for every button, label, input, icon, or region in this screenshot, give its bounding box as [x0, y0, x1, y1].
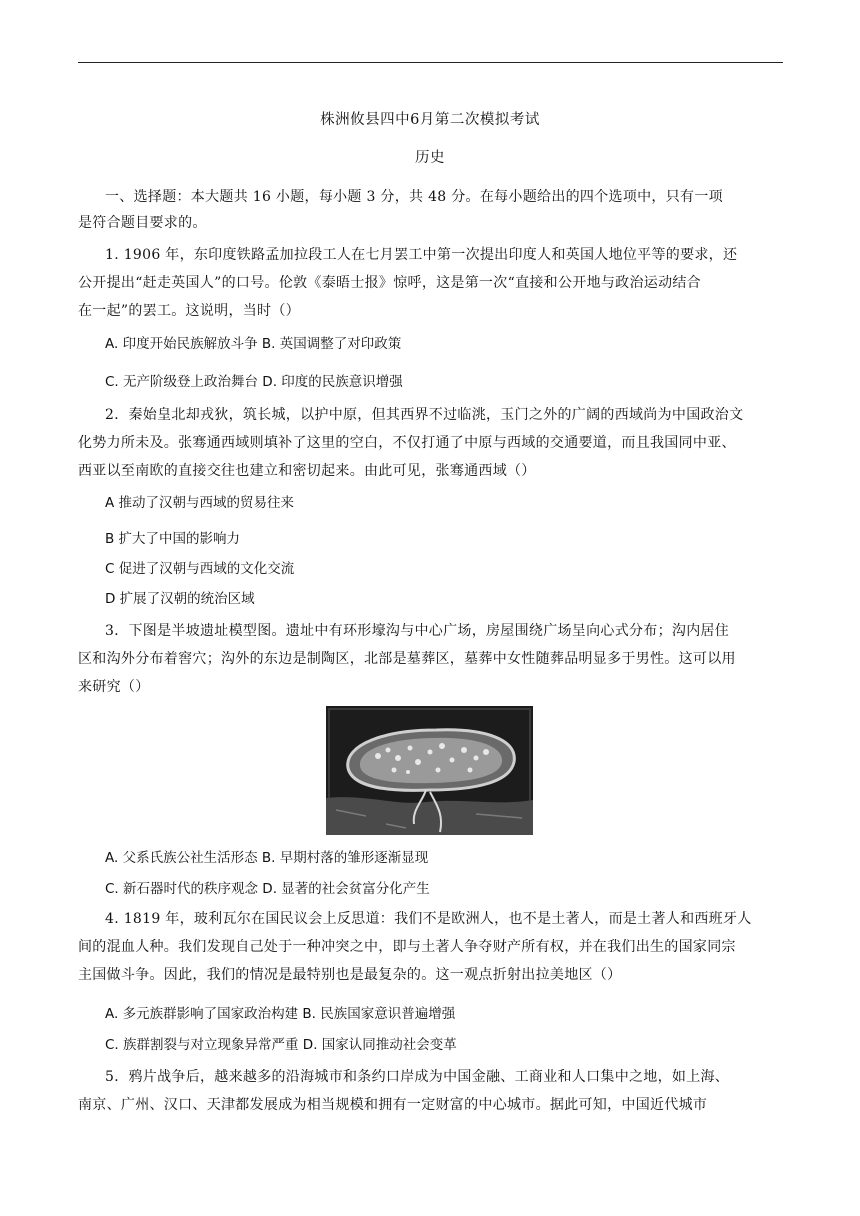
- question-4-option[interactable]: C. 族群割裂与对立现象异常严重 D. 国家认同推动社会变革: [105, 1037, 457, 1053]
- question-2-line: 化势力所未及。张骞通西域则填补了这里的空白，不仅打通了中原与西域的交通要道，而且我国同中亚、: [78, 435, 736, 451]
- banpo-site-model-photo: [326, 706, 533, 835]
- question-2-option[interactable]: D 扩展了汉朝的统治区域: [105, 591, 255, 607]
- question-5-line: 南京、广州、汉口、天津都发展成为相当规模和拥有一定财富的中心城市。据此可知，中国近代城市: [78, 1097, 708, 1113]
- section-instruction-line: 一、选择题：本大题共 16 小题，每小题 3 分，共 48 分。在每小题给出的四个选项中，只有一项: [105, 189, 723, 205]
- question-3-option[interactable]: C. 新石器时代的秩序观念 D. 显著的社会贫富分化产生: [105, 881, 430, 897]
- top-rule: [78, 62, 783, 63]
- page-title: 株洲攸县四中6月第二次模拟考试: [320, 112, 540, 128]
- question-4-option[interactable]: A. 多元族群影响了国家政治构建 B. 民族国家意识普遍增强: [105, 1006, 456, 1022]
- question-2-line: 西亚以至南欧的直接交往也建立和密切起来。由此可见，张骞通西域（）: [78, 463, 536, 479]
- question-1-line: 1. 1906 年，东印度铁路孟加拉段工人在七月罢工中第一次提出印度人和英国人地位平等的要求，还: [105, 247, 738, 263]
- question-1-option[interactable]: A. 印度开始民族解放斗争 B. 英国调整了对印政策: [105, 336, 402, 352]
- question-2-line: 2．秦始皇北却戎狄，筑长城，以护中原，但其西界不过临洮，玉门之外的广阔的西域尚为中国政治文: [105, 407, 744, 423]
- question-1-option[interactable]: C. 无产阶级登上政治舞台 D. 印度的民族意识增强: [105, 374, 403, 390]
- question-1-line: 在一起”的罢工。这说明，当时（）: [78, 303, 300, 319]
- question-3-line: 来研究（）: [78, 679, 150, 695]
- question-4-line: 4. 1819 年，玻利瓦尔在国民议会上反思道：我们不是欧洲人，也不是土著人，而是土著人和西班牙人: [105, 911, 752, 927]
- section-instruction-line: 是符合题目要求的。: [78, 215, 207, 231]
- subject-title: 历史: [415, 150, 445, 166]
- question-4-line: 间的混血人种。我们发现自己处于一种冲突之中，即与土著人争夺财产所有权，并在我们出生的国家同宗: [78, 939, 736, 955]
- question-2-option[interactable]: C 促进了汉朝与西域的文化交流: [105, 561, 295, 577]
- question-2-option[interactable]: A 推动了汉朝与西域的贸易往来: [105, 495, 295, 511]
- question-3-line: 3．下图是半坡遗址模型图。遗址中有环形壕沟与中心广场，房屋围绕广场呈向心式分布；沟内居住: [105, 623, 730, 639]
- question-2-option[interactable]: B 扩大了中国的影响力: [105, 531, 241, 547]
- question-5-line: 5．鸦片战争后，越来越多的沿海城市和条约口岸成为中国金融、工商业和人口集中之地，如上海、: [105, 1069, 730, 1085]
- question-4-line: 主国做斗争。因此，我们的情况是最特别也是最复杂的。这一观点折射出拉美地区（）: [78, 967, 622, 983]
- question-3-option[interactable]: A. 父系氏族公社生活形态 B. 早期村落的雏形逐渐显现: [105, 850, 429, 866]
- question-3-line: 区和沟外分布着窖穴；沟外的东边是制陶区，北部是墓葬区，墓葬中女性随葬品明显多于男性。这可以用: [78, 651, 736, 667]
- question-1-line: 公开提出“赶走英国人”的口号。伦敦《泰晤士报》惊呼，这是第一次“直接和公开地与政治运动结合: [78, 275, 701, 291]
